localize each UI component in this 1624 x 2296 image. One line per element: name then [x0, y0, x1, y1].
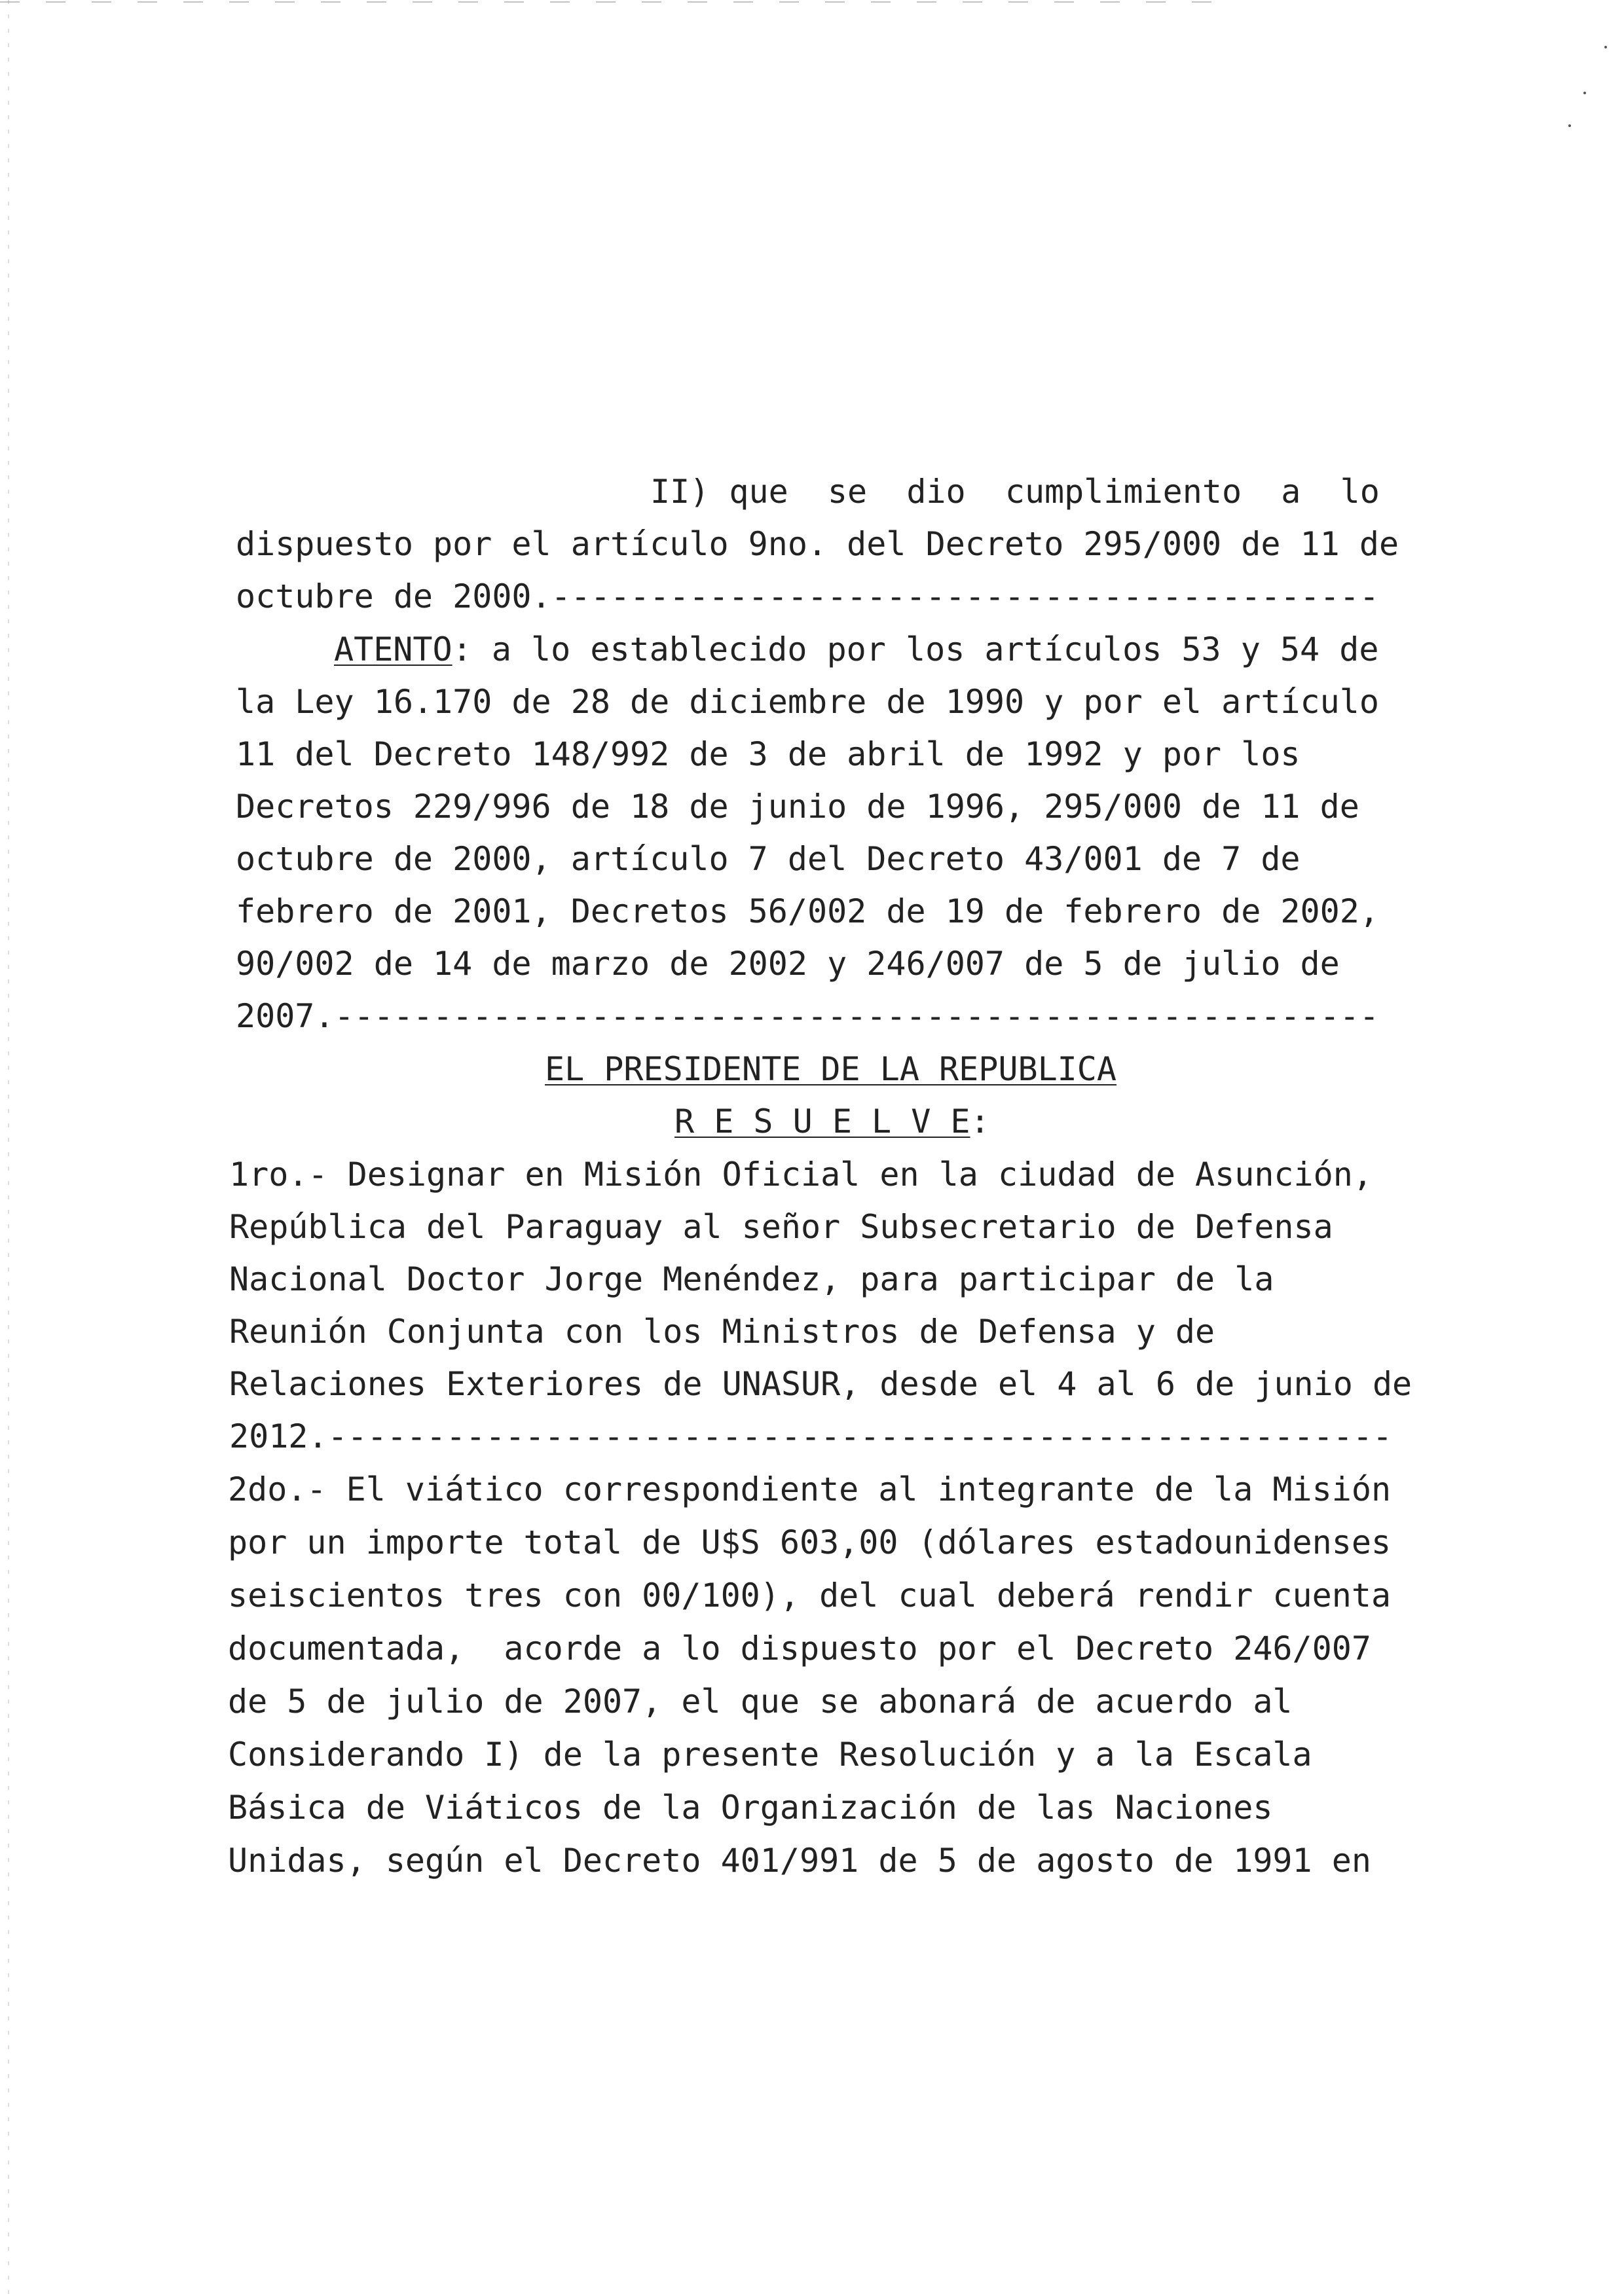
article-1-line: República del Paraguay al señor Subsecretario de Defensa	[229, 1208, 1333, 1246]
atento-line: 90/002 de 14 de marzo de 2002 y 246/007 de 5 de julio de	[236, 945, 1340, 983]
resolution-heading: EL PRESIDENTE DE LA REPUBLICA	[545, 1050, 1116, 1088]
considerando-line: II) que se dio cumplimiento a lo	[650, 473, 1380, 511]
considerando-line: octubre de 2000.------------------------------------------	[236, 577, 1379, 615]
considerando-line: dispuesto por el artículo 9no. del Decreto 295/000 de 11 de	[236, 525, 1399, 563]
article-2-line: Unidas, según el Decreto 401/991 de 5 de agosto de 1991 en	[228, 1842, 1371, 1880]
atento-line: Decretos 229/996 de 18 de junio de 1996, 295/000 de 11 de	[236, 788, 1359, 826]
resuelve-label: R E S U E L V E	[674, 1102, 970, 1140]
atento-line: febrero de 2001, Decretos 56/002 de 19 de febrero de 2002,	[236, 892, 1379, 930]
article-1-line: Reunión Conjunta con los Ministros de Defensa y de	[229, 1313, 1215, 1351]
article-1-line: Nacional Doctor Jorge Menéndez, para participar de la	[229, 1260, 1274, 1298]
article-2-line: 2do.- El viático correspondiente al integrante de la Misión	[228, 1470, 1392, 1508]
article-1-line: Relaciones Exteriores de UNASUR, desde el 4 al 6 de junio de	[229, 1365, 1412, 1403]
atento-line: octubre de 2000, artículo 7 del Decreto 43/001 de 7 de	[236, 840, 1301, 878]
atento-line	[334, 630, 1379, 668]
scan-edge-top	[0, 1, 1211, 3]
scan-speck	[1568, 124, 1571, 127]
atento-line: 2007.-----------------------------------------------------	[236, 997, 1379, 1035]
article-1-line: 1ro.- Designar en Misión Oficial en la ciudad de Asunción,	[229, 1156, 1373, 1194]
scan-speck	[1583, 92, 1586, 94]
article-2-line: de 5 de julio de 2007, el que se abonará de acuerdo al	[228, 1683, 1293, 1721]
scan-edge-left	[8, 0, 9, 2296]
atento-text: : a lo establecido por los artículos 53 y 54 de	[452, 630, 1379, 668]
resuelve-heading	[674, 1102, 990, 1140]
article-2-line: Básica de Viáticos de la Organización de las Naciones	[228, 1789, 1273, 1827]
article-2-line: Considerando I) de la presente Resolución y a la Escala	[228, 1736, 1312, 1774]
article-2-line: documentada, acorde a lo dispuesto por el Decreto 246/007	[228, 1630, 1371, 1667]
atento-line: la Ley 16.170 de 28 de diciembre de 1990 y por el artículo	[236, 683, 1379, 721]
article-2-line: seiscientos tres con 00/100), del cual deberá rendir cuenta	[228, 1576, 1392, 1614]
atento-line: 11 del Decreto 148/992 de 3 de abril de 1992 y por los	[236, 735, 1301, 773]
scan-speck	[1604, 46, 1607, 48]
article-2-line: por un importe total de U$S 603,00 (dólares estadounidenses	[228, 1523, 1392, 1561]
article-1-line: 2012.------------------------------------------------------	[229, 1417, 1393, 1455]
resuelve-colon: :	[970, 1102, 990, 1140]
atento-label: ATENTO	[334, 630, 452, 668]
